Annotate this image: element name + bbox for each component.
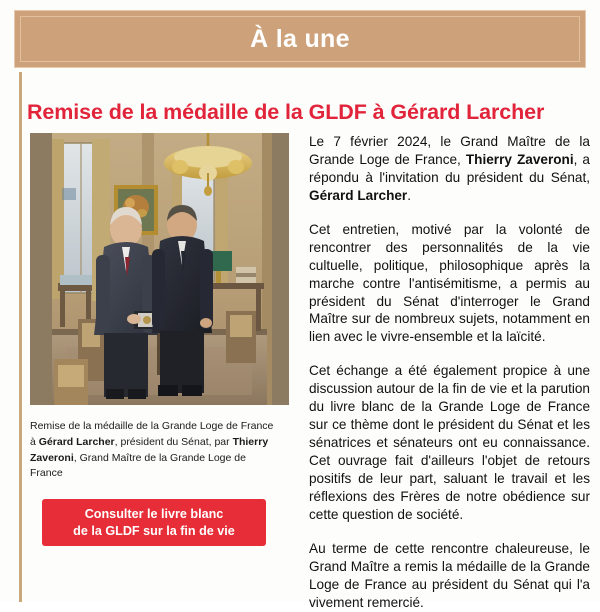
featured-banner bbox=[14, 10, 586, 68]
paragraph-3: Cet échange a été également propice à une discussion autour de la fin de vie et la parution du livre blanc de la Grande Loge de France sur ce thème dont le président du Sénat et les sénatrices et sénateurs ont eu connaissance. Cet ouvrage fait d'ailleurs l'objet de retours positifs de leur part, saluant le travail et les réflexions des Frères de notre obédience sur cette question de société. bbox=[309, 363, 590, 522]
article-photo bbox=[30, 133, 289, 405]
p1-part-2: , a répondu à l'invitation du président du Sénat, bbox=[309, 151, 590, 185]
consulter-livre-blanc-button[interactable] bbox=[42, 499, 266, 546]
photo-illustration bbox=[30, 133, 289, 405]
p1-bold-2: Gérard Larcher bbox=[309, 187, 408, 203]
caption-bold-2: Thierry Zaveroni bbox=[30, 435, 269, 464]
paragraph-2: Cet entretien, motivé par la volonté de rencontrer des personnalités de la vie cultuelle, politique, philosophique après la marche contre l'antisémitisme, a permis au président du Sénat d'interroger le Grand Maître sur de nombreux sujets, notamment en lien avec le vivre-ensemble et la laïcité. bbox=[309, 221, 590, 345]
caption-bold-1: Gérard Larcher bbox=[38, 435, 115, 448]
p1-bold-1: Thierry Zaveroni bbox=[465, 151, 574, 167]
cta-line-1: Consulter le livre blanc bbox=[84, 506, 224, 521]
caption-part-3: , Grand Maître de la Grande Loge de France bbox=[30, 451, 246, 480]
caption-part-2: , président du Sénat, par bbox=[114, 435, 233, 448]
left-column bbox=[30, 133, 289, 546]
left-vertical-rule bbox=[19, 72, 22, 602]
photo-caption bbox=[30, 419, 280, 482]
featured-banner-inner-frame bbox=[20, 16, 580, 62]
paragraph-1 bbox=[309, 133, 590, 205]
p1-part-1: Le 7 février 2024, le Grand Maître de la Grande Loge de France, bbox=[309, 134, 590, 167]
article-body bbox=[309, 133, 590, 612]
paragraph-4: Au terme de cette rencontre chaleureuse, le Grand Maître a remis la médaille de la Grande Loge de France au président du Sénat qui l'a vivement remercié. bbox=[309, 540, 590, 610]
page-title: Remise de la médaille de la GLDF à Gérard Larcher bbox=[27, 100, 545, 125]
banner-title: À la une bbox=[250, 24, 350, 53]
p1-part-3: . bbox=[407, 187, 412, 203]
cta-line-2: de la GLDF sur la fin de vie bbox=[73, 523, 235, 538]
caption-part-1: Remise de la médaille de la Grande Loge de France à bbox=[30, 420, 274, 448]
